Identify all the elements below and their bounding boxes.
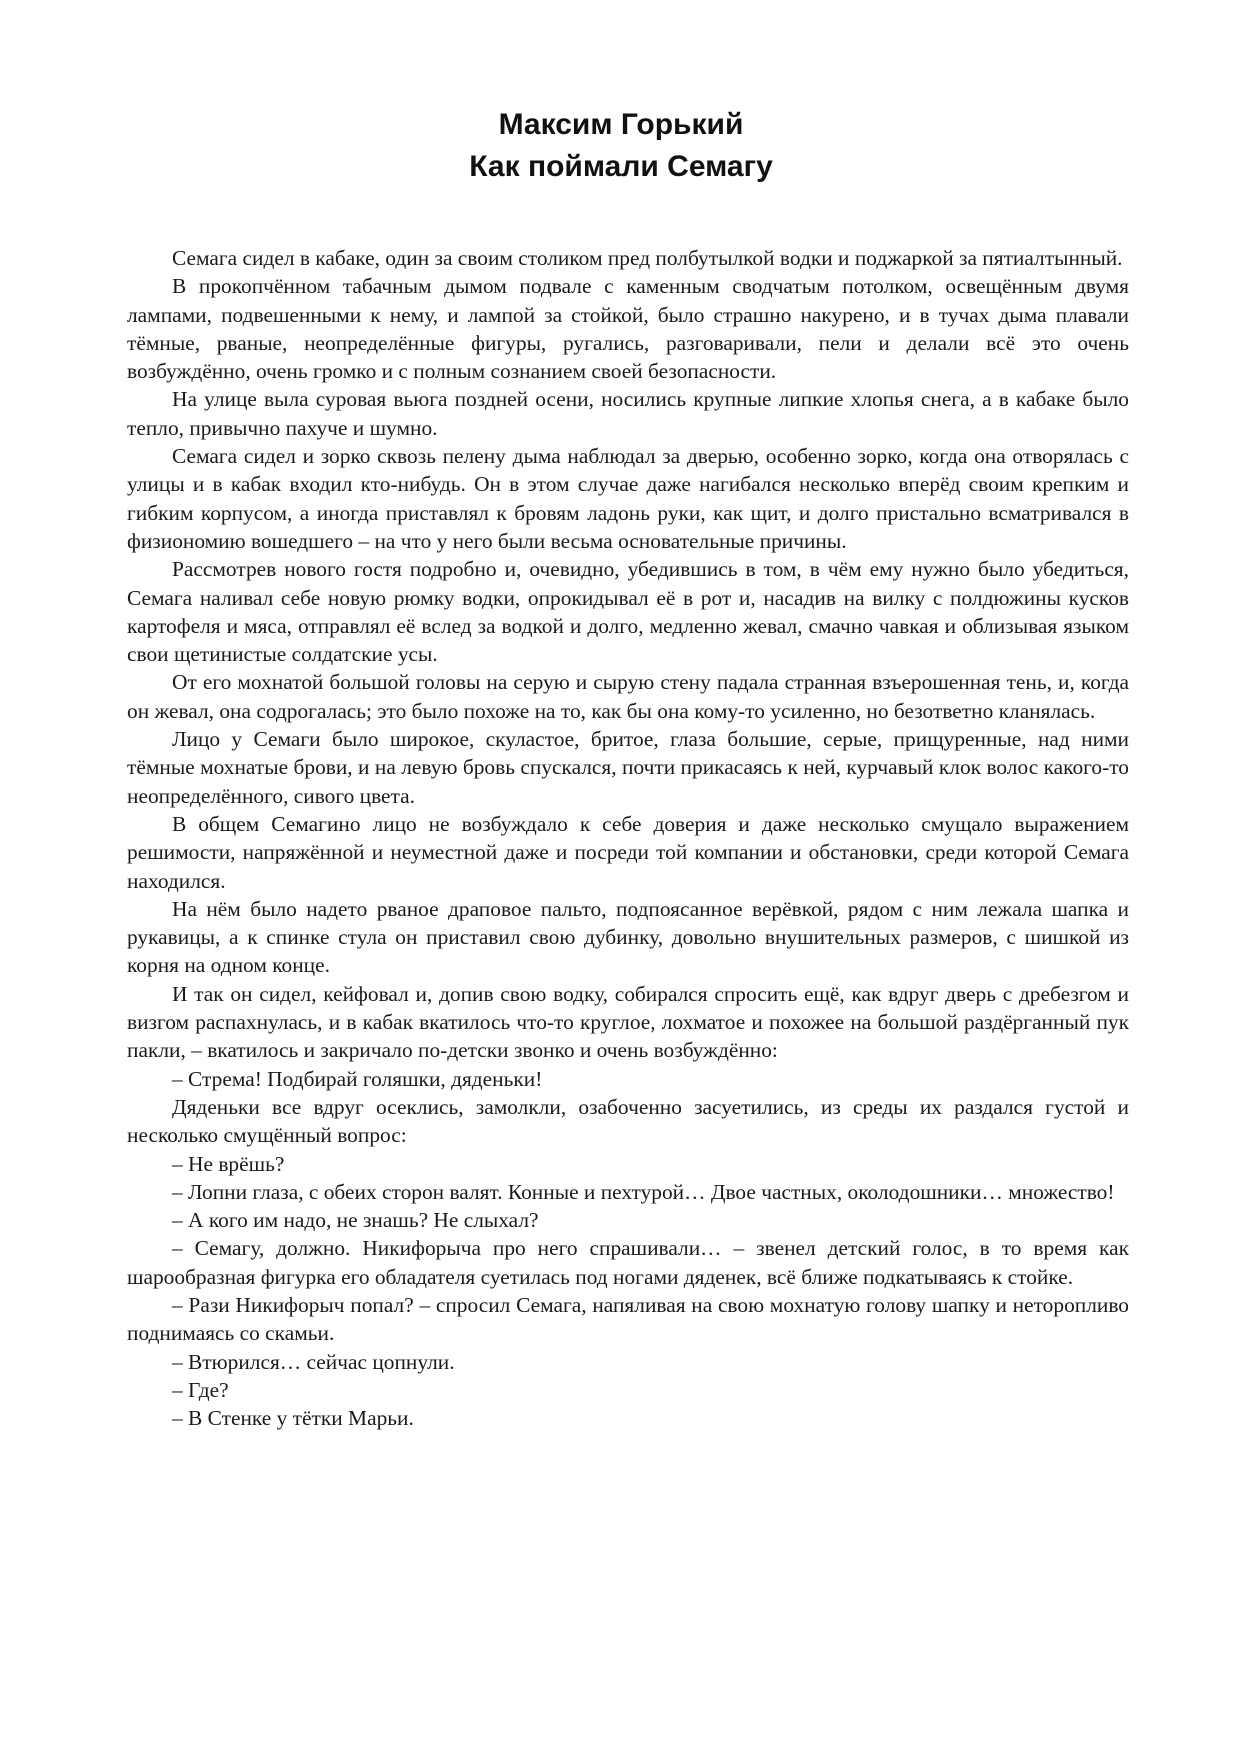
dialogue-line: – Рази Никифорыч попал? – спросил Семага, напяливая на свою мохнатую голову шапку и неторопливо поднимаясь со скамьи.: [127, 1292, 1129, 1346]
paragraph: Лицо у Семаги было широкое, скуластое, бритое, глаза большие, серые, прищуренные, над ними тёмные мохнатые брови, и на левую бровь спускался, почти прикасаясь к ней, курчавый клок волос какого-то неопределённого, сивого цвета.: [127, 727, 1129, 808]
story-body: [127, 244, 1129, 1432]
dialogue-line: – Стрема! Подбирай голяшки, дяденьки!: [172, 1066, 543, 1091]
paragraph: На улице выла суровая вьюга поздней осени, носились крупные липкие хлопья снега, а в кабаке было тепло, привычно пахуче и шумно.: [127, 387, 1129, 440]
dialogue-line: – Где?: [172, 1377, 229, 1402]
paragraph: В прокопчённом табачным дымом подвале с каменным сводчатым потолком, освещённым двумя лампами, подвешенными к нему, и лампой за стойкой, было страшно накурено, и в тучах дыма плавали тёмные, рваные, неопределённые фигуры, ругались, разговаривали, пели и делали всё это очень возбуждённо, очень громко и с полным сознанием своей безопасности.: [127, 274, 1129, 384]
paragraph: Рассмотрев нового гостя подробно и, очевидно, убедившись в том, в чём ему нужно было убедиться, Семага наливал себе новую рюмку водки, опрокидывал её в рот и, насадив на вилку с полдюжины кусков картофеля и мяса, отправлял её вслед за водкой и долго, медленно жевал, смачно чавкая и облизывая языком свои щетинистые солдатские усы.: [127, 557, 1129, 667]
author-name: Максим Горький: [498, 108, 744, 141]
paragraph: Семага сидел в кабаке, один за своим столиком пред полбутылкой водки и поджаркой за пятиалтынный.: [172, 246, 1123, 270]
story-title: Как поймали Семагу: [469, 150, 773, 183]
paragraph: В общем Семагино лицо не возбуждало к себе доверия и даже несколько смущало выражением решимости, напряжённой и неуместной даже и посреди той компании и обстановки, среди которой Семага находился.: [127, 811, 1129, 893]
dialogue-line: – В Стенке у тётки Марьи.: [172, 1406, 414, 1431]
paragraph: На нём было надето рваное драповое пальто, подпоясанное верёвкой, рядом с ним лежала шапка и рукавицы, а к спинке стула он приставил свою дубинку, довольно внушительных размеров, с шишкой из корня на одном конце.: [127, 896, 1129, 978]
dialogue-line: – А кого им надо, не знашь? Не слыхал?: [172, 1208, 539, 1233]
title-block: [0, 104, 1242, 188]
dialogue-line: – Втюрился… сейчас цопнули.: [172, 1349, 455, 1374]
dialogue-line: – Не врёшь?: [172, 1151, 285, 1176]
paragraph: Дяденьки все вдруг осеклись, замолкли, озабоченно засуетились, из среды их раздался густой и несколько смущённый вопрос:: [127, 1094, 1129, 1148]
dialogue-line: – Лопни глаза, с обеих сторон валят. Конные и пехтурой… Двое частных, околодошники… множество!: [172, 1179, 1115, 1204]
paragraph: И так он сидел, кейфовал и, допив свою водку, собирался спросить ещё, как вдруг дверь с дребезгом и визгом распахнулась, и в кабак вкатилось что-то круглое, лохматое и похожее на большой раздёрганный пук пакли, – вкатилось и закричало по-детски звонко и очень возбуждённо:: [127, 981, 1129, 1063]
paragraph: От его мохнатой большой головы на серую и сырую стену падала странная взъерошенная тень, и, когда он жевал, она содрогалась; это было похоже на то, как бы она кому-то усиленно, но безответно кланялась.: [127, 670, 1129, 723]
dialogue-line: – Семагу, должно. Никифорыча про него спрашивали… – звенел детский голос, в то время как шарообразная фигурка его обладателя суетилась под ногами дяденек, всё ближе подкатываясь к стойке.: [127, 1236, 1129, 1289]
paragraph: Семага сидел и зорко сквозь пелену дыма наблюдал за дверью, особенно зорко, когда она отворялась с улицы и в кабак входил кто-нибудь. Он в этом случае даже нагибался несколько вперёд своим крепким и гибким корпусом, а иногда приставлял к бровям ладонь руки, как щит, и долго пристально всматривался в физиономию вошедшего – на что у него были весьма основательные причины.: [127, 444, 1129, 553]
